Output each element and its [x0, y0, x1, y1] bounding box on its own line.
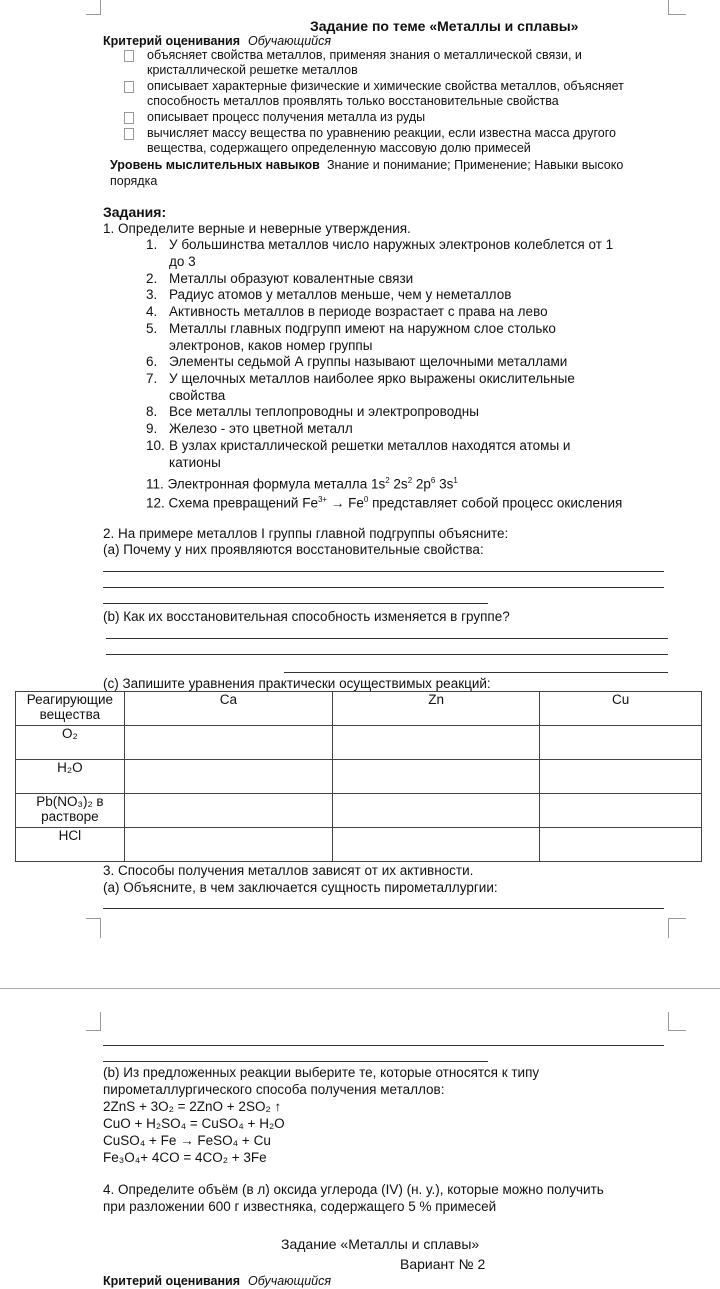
- criteria-label: Критерий оценивания: [103, 34, 241, 48]
- answer-line[interactable]: [103, 587, 664, 588]
- page-title-variant2: Задание «Металлы и сплавы»: [281, 1236, 480, 1252]
- answer-cell[interactable]: [540, 760, 702, 794]
- task3a-question: (a) Объясните, в чем заключается сущность пирометаллургии:: [103, 880, 498, 895]
- answer-cell[interactable]: [333, 760, 540, 794]
- statement-text: У большинства металлов число наружных электронов колеблется от 1: [169, 237, 614, 252]
- superscript: 1: [453, 476, 458, 485]
- answer-cell[interactable]: [540, 794, 702, 828]
- page-corner-mark: [668, 0, 669, 14]
- criteria-item: объясняет свойства металлов, применяя знания о металлической связи, и: [147, 48, 582, 62]
- statement-text: свойства: [169, 388, 226, 403]
- formula-part: представляет собой процесс окисления: [368, 495, 623, 511]
- answer-line[interactable]: [106, 638, 668, 639]
- statement-text: Радиус атомов у металлов меньше, чем у неметаллов: [169, 287, 512, 302]
- task3-heading: 3. Способы получения металлов зависят от их активности.: [103, 863, 474, 878]
- table-header-cell: Cu: [540, 692, 702, 726]
- answer-cell[interactable]: [124, 726, 332, 760]
- statement-11: [146, 473, 458, 493]
- statement-number: 9.: [146, 421, 158, 436]
- statement-text: электронов, каков номер группы: [169, 338, 373, 353]
- reagent-cell: Pb(NO₃)₂ в растворе: [16, 794, 125, 828]
- superscript: 2: [407, 476, 413, 485]
- formula-part: 2s: [389, 476, 408, 492]
- answer-line[interactable]: [103, 1061, 488, 1062]
- arrow: →: [327, 495, 349, 511]
- page-corner-mark: [668, 918, 686, 919]
- task1-heading: 1. Определите верные и неверные утверждения.: [103, 221, 411, 236]
- page-corner-mark: [86, 1030, 101, 1031]
- page-corner-mark: [86, 14, 101, 15]
- page-title: Задание по теме «Металлы и сплавы»: [310, 18, 579, 34]
- answer-cell[interactable]: [333, 828, 540, 862]
- criteria-item: вещества, содержащего определенную массовую долю примесей: [147, 141, 531, 155]
- table-header-cell: Ca: [124, 692, 332, 726]
- criteria-who: Обучающийся: [248, 34, 332, 48]
- reagent-cell: H₂O: [16, 760, 125, 794]
- bullet-icon: [124, 81, 134, 93]
- table-header-cell: Реагирующие вещества: [16, 692, 125, 726]
- answer-line[interactable]: [103, 571, 664, 572]
- answer-cell[interactable]: [540, 726, 702, 760]
- table-row: [16, 726, 702, 760]
- statement-text: В узлах кристаллической решетки металлов находятся атомы и: [169, 438, 571, 453]
- statement-text: Железо - это цветной металл: [169, 421, 353, 436]
- criteria-label-cut: Критерий оценивания: [103, 1274, 241, 1288]
- superscript: 0: [363, 495, 369, 504]
- page-corner-mark: [668, 918, 669, 938]
- statement-text: до 3: [169, 254, 196, 269]
- level-text: Знание и понимание; Применение; Навыки высоко: [327, 158, 624, 172]
- page-corner-mark: [100, 918, 101, 938]
- criteria-item: описывает процесс получения металла из руды: [147, 110, 426, 124]
- task4-question: 4. Определите объём (в л) оксида углерода (IV) (н. у.), которые можно получить: [103, 1182, 604, 1197]
- statement-number: 4.: [146, 304, 158, 319]
- criteria-item: способность металлов проявлять только восстановительные свойства: [147, 94, 559, 108]
- task2c-question: (c) Запишите уравнения практически осуществимых реакций:: [103, 676, 491, 691]
- statement-number: 8.: [146, 404, 158, 419]
- task2-heading: 2. На примере металлов I группы главной подгруппы объясните:: [103, 526, 509, 541]
- answer-line[interactable]: [103, 908, 664, 909]
- answer-cell[interactable]: [124, 828, 332, 862]
- reactions-table: [15, 691, 702, 862]
- table-header-row: [16, 692, 702, 726]
- answer-cell[interactable]: [540, 828, 702, 862]
- page-corner-mark: [100, 1012, 101, 1030]
- criteria-who-cut: Обучающийся: [248, 1274, 332, 1288]
- page-corner-mark: [100, 0, 101, 14]
- statement-text: катионы: [169, 455, 221, 470]
- answer-line[interactable]: [106, 654, 668, 655]
- criteria-item: описывает характерные физические и химические свойства металлов, объясняет: [147, 79, 624, 93]
- statement-text: Активность металлов в периоде возрастает с права на лево: [169, 304, 548, 319]
- table-row: [16, 828, 702, 862]
- bullet-icon: [124, 50, 134, 62]
- bullet-icon: [124, 128, 134, 140]
- statement-text: У щелочных металлов наиболее ярко выражены окислительные: [169, 371, 575, 386]
- statement-number: 10.: [146, 438, 165, 453]
- answer-line[interactable]: [284, 672, 668, 673]
- reagent-cell: O₂: [16, 726, 125, 760]
- statement-text: Металлы главных подгрупп имеют на наружном слое столько: [169, 321, 556, 336]
- task2a-question: (a) Почему у них проявляются восстановительные свойства:: [103, 542, 484, 557]
- statement-number: 6.: [146, 354, 158, 369]
- reaction-equation: CuO + H₂SO₄ = CuSO₄ + H₂O: [103, 1116, 285, 1131]
- statement-text: Металлы образуют ковалентные связи: [169, 271, 414, 286]
- statement-text: Элементы седьмой А группы называют щелочными металлами: [169, 354, 568, 369]
- table-header-cell: Zn: [333, 692, 540, 726]
- answer-line[interactable]: [103, 603, 488, 604]
- page-divider: [0, 988, 720, 989]
- answer-cell[interactable]: [124, 794, 332, 828]
- page-corner-mark: [668, 1030, 686, 1031]
- statement-12: [146, 492, 622, 512]
- superscript: 2: [385, 476, 390, 485]
- reagent-cell: HCl: [16, 828, 125, 862]
- reaction-equation: CuSO₄ + Fe → FeSO₄ + Cu: [103, 1133, 271, 1148]
- formula-part: 2p: [412, 476, 431, 492]
- statement-number: 12.: [146, 495, 165, 511]
- task3b-question-cont: пирометаллургического способа получения металлов:: [103, 1082, 445, 1097]
- table-row: [16, 794, 702, 828]
- criteria-item: вычисляет массу вещества по уравнению реакции, если известна масса другого: [147, 126, 616, 140]
- answer-cell[interactable]: [333, 794, 540, 828]
- bullet-icon: [124, 112, 134, 124]
- reaction-equation: 2ZnS + 3O₂ = 2ZnO + 2SO₂ ↑: [103, 1099, 282, 1114]
- task3b-question: (b) Из предложенных реакции выберите те, которые относятся к типу: [103, 1065, 540, 1080]
- statement-number: 1.: [146, 237, 158, 252]
- criteria-item: кристаллической решетке металлов: [147, 63, 358, 77]
- formula-part: 3s: [435, 476, 454, 492]
- formula-part: Fe: [348, 495, 364, 511]
- page-corner-mark: [668, 14, 686, 15]
- tasks-heading: Задания:: [103, 204, 167, 220]
- statement-text: Электронная формула металла 1s: [167, 476, 386, 492]
- statement-text: Схема превращений Fe: [168, 495, 318, 511]
- superscript: 6: [430, 476, 436, 485]
- superscript: 3+: [317, 495, 328, 504]
- level-text-cont: порядка: [110, 174, 158, 188]
- statement-number: 2.: [146, 271, 158, 286]
- table-row: [16, 760, 702, 794]
- statement-text: Все металлы теплопроводны и электропроводны: [169, 404, 479, 419]
- answer-line[interactable]: [103, 1045, 664, 1046]
- statement-number: 11.: [146, 476, 164, 492]
- level-label: Уровень мыслительных навыков: [110, 158, 320, 172]
- reaction-equation: Fe₃O₄+ 4CO = 4CO₂ + 3Fe: [103, 1150, 267, 1165]
- task4-question-cont: при разложении 600 г известняка, содержащего 5 % примесей: [103, 1199, 497, 1214]
- variant-number: Вариант № 2: [400, 1256, 486, 1272]
- statement-number: 7.: [146, 371, 158, 386]
- answer-cell[interactable]: [333, 726, 540, 760]
- statement-number: 5.: [146, 321, 158, 336]
- answer-cell[interactable]: [124, 760, 332, 794]
- page-corner-mark: [668, 1012, 669, 1030]
- statement-number: 3.: [146, 287, 158, 302]
- page-corner-mark: [86, 918, 101, 919]
- task2b-question: (b) Как их восстановительная способность изменяется в группе?: [103, 609, 510, 624]
